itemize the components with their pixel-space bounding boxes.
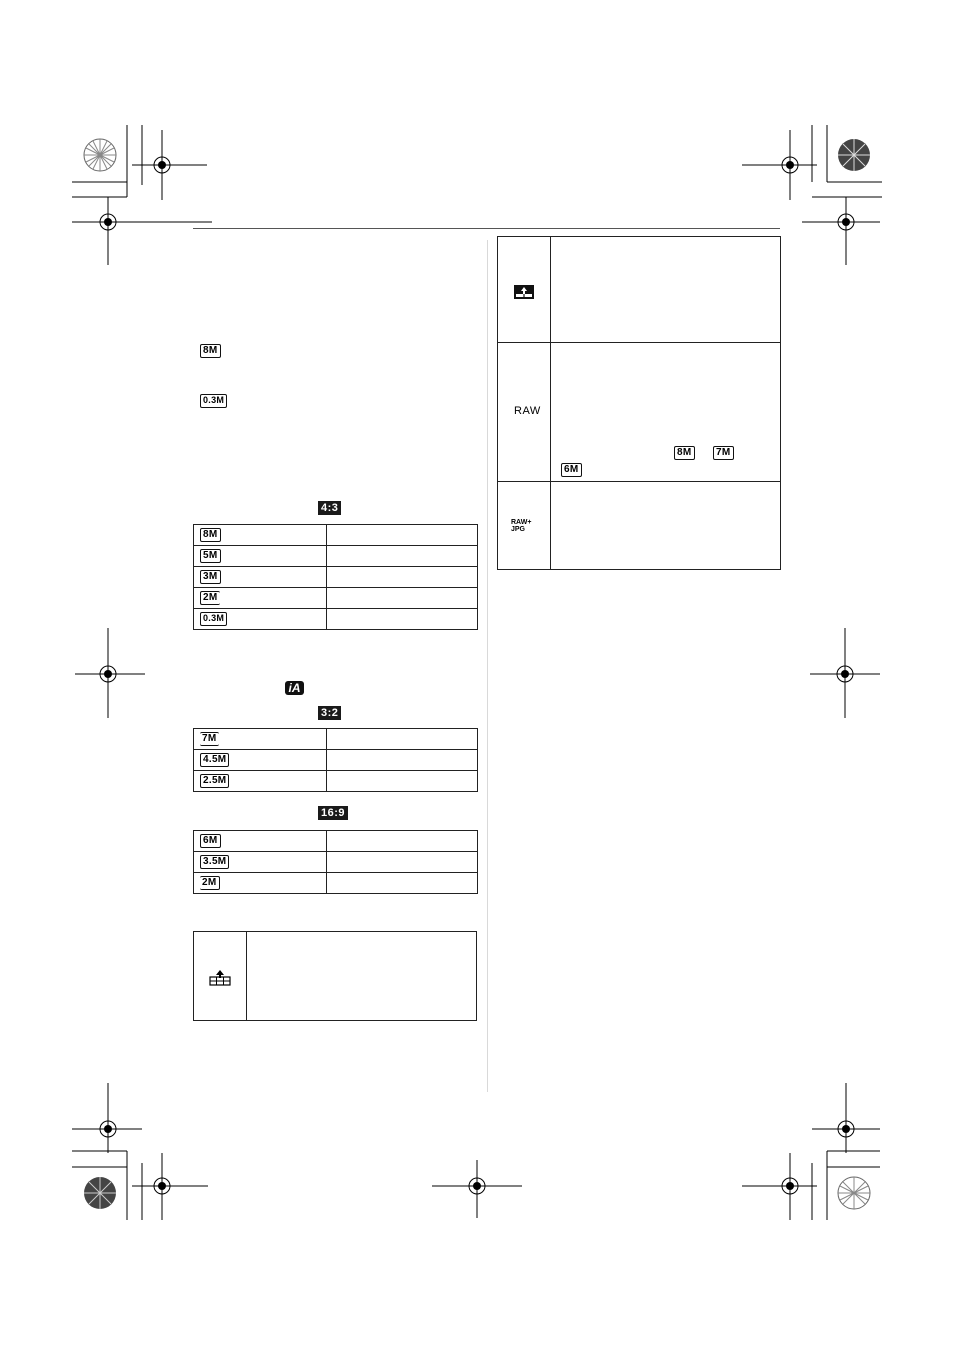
size-badge: 0.3M xyxy=(200,612,227,626)
quality-fine-icon xyxy=(209,970,231,986)
size-badge: 8M xyxy=(200,528,221,542)
size-badge: 2M xyxy=(200,876,220,890)
registration-mark-top-left xyxy=(72,125,212,265)
table-row xyxy=(194,771,478,792)
size-badge: 3M xyxy=(200,570,221,584)
size-badge-7m: 7M xyxy=(713,446,734,460)
registration-mark-bottom-left xyxy=(72,1083,212,1223)
quality-standard-icon xyxy=(513,284,535,300)
size-table-3-2 xyxy=(193,728,478,792)
raw-label: RAW xyxy=(514,405,541,417)
raw-jpg-icon: RAW+ JPG xyxy=(511,519,532,533)
aspect-ratio-3-2-icon: 3:2 xyxy=(318,706,341,720)
header-rule xyxy=(193,228,780,229)
size-badge-0-3m: 0.3M xyxy=(200,394,227,408)
table-row xyxy=(194,750,478,771)
size-badge: 3.5M xyxy=(200,855,229,869)
size-badge: 4.5M xyxy=(200,753,229,767)
size-badge: 5M xyxy=(200,549,221,563)
size-badge: 6M xyxy=(200,834,221,848)
size-badge: 2.5M xyxy=(200,774,229,788)
column-separator xyxy=(487,240,488,1092)
table-row xyxy=(194,873,478,894)
table-row xyxy=(194,852,478,873)
size-table-4-3 xyxy=(193,524,478,630)
table-row xyxy=(194,588,478,609)
size-badge-6m: 6M xyxy=(561,463,582,477)
aspect-ratio-16-9-icon: 16:9 xyxy=(318,806,348,820)
quality-fine-box xyxy=(193,931,477,1021)
size-badge-8m: 8M xyxy=(200,344,221,358)
registration-mark-mid-right xyxy=(810,628,880,718)
table-row xyxy=(194,729,478,750)
table-row xyxy=(194,525,478,546)
size-badge: 2M xyxy=(200,591,220,605)
registration-mark-bottom-center xyxy=(432,1160,522,1220)
intelligent-auto-icon: iA xyxy=(285,681,304,695)
size-table-16-9 xyxy=(193,830,478,894)
registration-mark-mid-left xyxy=(75,628,145,718)
table-row xyxy=(194,567,478,588)
table-row xyxy=(194,546,478,567)
size-badge-8m: 8M xyxy=(674,446,695,460)
table-row xyxy=(194,831,478,852)
table-row xyxy=(194,609,478,630)
size-badge: 7M xyxy=(202,732,217,744)
registration-mark-bottom-right xyxy=(742,1083,882,1223)
aspect-ratio-4-3-icon: 4:3 xyxy=(318,501,341,515)
quality-table xyxy=(497,236,781,570)
